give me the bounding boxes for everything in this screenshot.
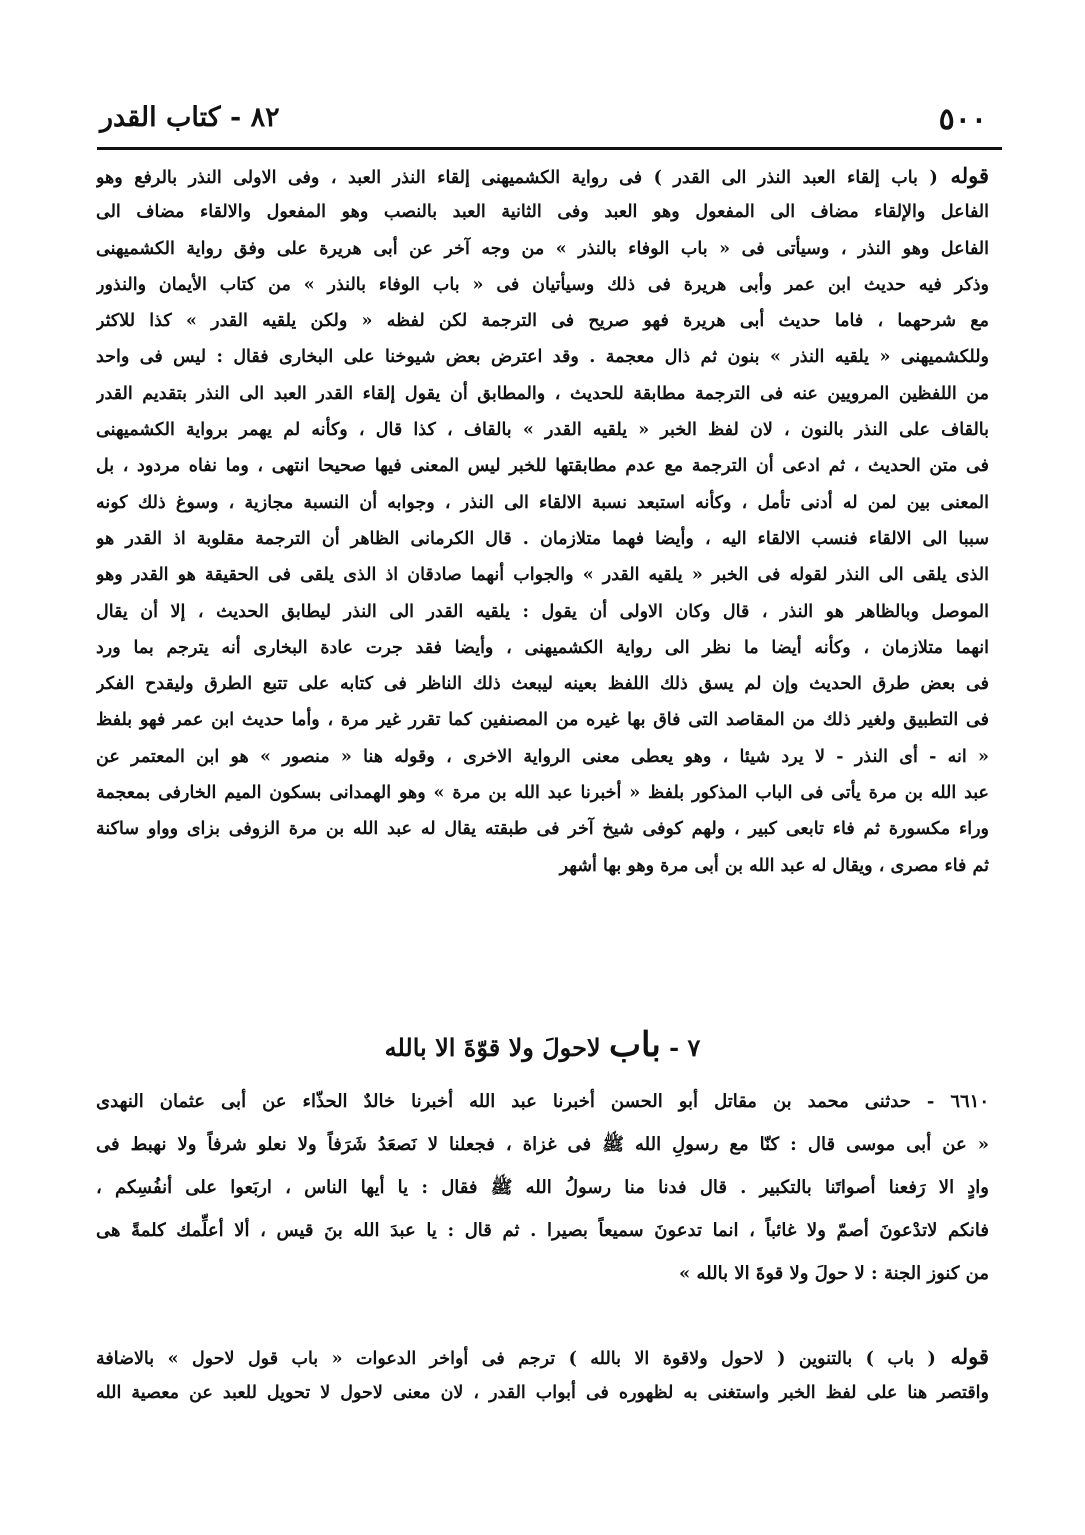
commentary-line: ثم فاء مصرى ، ويقال له عبد الله بن أبى مرة وهو بها أشهر <box>559 855 989 876</box>
commentary-line: فى متن الحديث ، ثم ادعى أن الترجمة مع عدم مطابقتها للخبر ليس المعنى فيها صحيحا انتهى ، وما نفاه مردود ، بل <box>96 456 989 477</box>
commentary-line: المعنى بين لمن له أدنى تأمل ، وكأنه استبعد نسبة الالقاء الى النذر ، وجوابه أن النسبة مجازية ، وسوغ ذلك كونه <box>96 492 989 513</box>
commentary-block-1 <box>96 158 989 884</box>
hadith-line: فانكم لاتدْعونَ أصمّ ولا غائباً ، انما تدعونَ سميعاً بصيرا . ثم قال : يا عبدَ الله بنَ قيس ، ألا أعلِّمك كلمةً هى <box>96 1220 989 1241</box>
commentary-line: الموصل وبالظاهر هو النذر ، قال وكان الاولى أن يقول : يلقيه القدر الى النذر ليطابق الحديث ، إلا أن يقال <box>96 601 989 622</box>
commentary-line: وذكر فيه حديث ابن عمر وأبى هريرة فى ذلك وسيأتيان فى « باب الوفاء بالنذر » من كتاب الأيمان والنذور <box>96 274 989 295</box>
chapter-dash: - <box>669 1033 680 1062</box>
commentary-line: الفاعل والإلقاء مضاف الى المفعول وهو العبد وفى الثانية العبد بالنصب وهو المفعول والالقاء مضاف الى <box>96 202 989 223</box>
hadith-line: وادٍ الا رَفعنا أصواتَنا بالتكبير . قال فدنا منا رسولُ الله ﷺ فقال : يا أيها الناس ، اربَعوا على أنفُسِكم ، <box>96 1177 989 1198</box>
header-rule <box>97 147 1002 150</box>
chapter-number: ٧ <box>687 1033 701 1062</box>
page-number: ٥٠٠ <box>938 102 987 137</box>
commentary-block-2 <box>96 1339 989 1412</box>
hadith-line: « عن أبى موسى قال : كنّا مع رسولِ الله ﷺ فى غزاة ، فجعلنا لا نَصعَدُ شَرَفاً ولا نعلو شرفاً ولا نهبط فى <box>96 1134 989 1155</box>
commentary-line: عبد الله بن مرة يأتى فى الباب المذكور بلفظ « أخبرنا عبد الله بن مرة » وهو الهمدانى بسكون الميم الخارفى بمعجمة <box>96 783 989 804</box>
page-header <box>100 96 987 142</box>
commentary-line: « انه - أى النذر - لا يرد شيئا ، وهو يعطى معنى الرواية الاخرى ، وقوله هنا « منصور » هو ابن المعتمر عن <box>96 746 989 767</box>
commentary-line: مع شرحهما ، فاما حديث أبى هريرة فهو صريح فى الترجمة لكن لفظه « ولكن يلقيه القدر » كذا للاكثر <box>96 311 989 332</box>
commentary-line: فى بعض طرق الحديث وإن لم يسق ذلك اللفظ بعينه ليبعث ذلك الناظر فى كتابه على تتبع الطرق وليقدح الفكر <box>96 674 989 695</box>
commentary-line: بالقاف على النذر بالنون ، لان لفظ الخبر « يلقيه القدر » بالقاف ، كذا قال ، وكأنه لم يهمر برواية الكشميهنى <box>96 420 989 441</box>
hadith-line: ٦٦١٠ - حدثنى محمد بن مقاتل أبو الحسن أخبرنا عبد الله أخبرنا خالدٌ الحذّاء عن أبى عثمان النهدى <box>96 1091 989 1112</box>
commentary-line: الذى يلقى الى النذر لقوله فى الخبر « يلقيه القدر » والجواب أنهما صادقان اذ الذى يلقى فى الحقيقة هو القدر وهو <box>96 565 989 586</box>
chapter-bab-word: باب <box>608 1025 661 1065</box>
commentary-line: فى التطبيق ولغير ذلك من المقاصد التى فاق بها غيره من المصنفين كما تقرر غير مرة ، وأما حديث ابن عمر فهو بلفظ <box>96 710 989 731</box>
commentary-line: وللكشميهنى « يلقيه النذر » بنون ثم ذال معجمة . وقد اعترض بعض شيوخنا على البخارى فقال : ليس فى واحد <box>96 347 989 368</box>
hadith-text <box>96 1080 989 1295</box>
hadith-line: من كنوز الجنة : لا حولَ ولا قوةَ الا بالله » <box>679 1263 989 1284</box>
commentary-line: انهما متلازمان ، وكأنه أيضا ما نظر الى رواية الكشميهنى ، وأيضا فقد جرت عادة البخارى أنه يترجم بما ورد <box>96 637 989 658</box>
commentary-line: من اللفظين المرويين عنه فى الترجمة مطابقة للحديث ، والمطابق أن يقول إلقاء القدر العبد الى النذر بتقديم القدر <box>96 383 989 404</box>
commentary-line: واقتصر هنا على لفظ الخبر واستغنى به لظهوره فى أبواب القدر ، لان معنى لاحول لا تحويل للعبد عن معصية الله <box>96 1383 989 1404</box>
running-head: ٨٢ - كتاب القدر <box>100 102 280 133</box>
commentary-line: قوله ( باب إلقاء العبد النذر الى القدر ) فى رواية الكشميهنى إلقاء النذر العبد ، وفى الاولى النذر بالرفع وهو <box>96 163 989 188</box>
commentary-line: وراء مكسورة ثم فاء تابعى كبير ، ولهم كوفى شيخ آخر فى طبقته يقال له عبد الله بن مرة الزوفى بزاى وواو ساكنة <box>96 819 989 840</box>
commentary-line: الفاعل وهو النذر ، وسيأتى فى « باب الوفاء بالنذر » من وجه آخر عن أبى هريرة على وفق رواية الكشميهنى <box>96 238 989 259</box>
chapter-heading <box>96 1020 989 1070</box>
commentary-line: سببا الى الالقاء فنسب الالقاء اليه ، وأيضا فهما متلازمان . قال الكرمانى الظاهر أن الترجمة مقلوبة اذ القدر هو <box>96 528 989 549</box>
commentary-line: قوله ( باب ) بالتنوين ( لاحول ولاقوة الا بالله ) ترجم فى أواخر الدعوات « باب قول لاحول » بالاضافة <box>96 1344 989 1369</box>
chapter-title: لاحولَ ولا قوّةَ الا بالله <box>384 1033 601 1062</box>
